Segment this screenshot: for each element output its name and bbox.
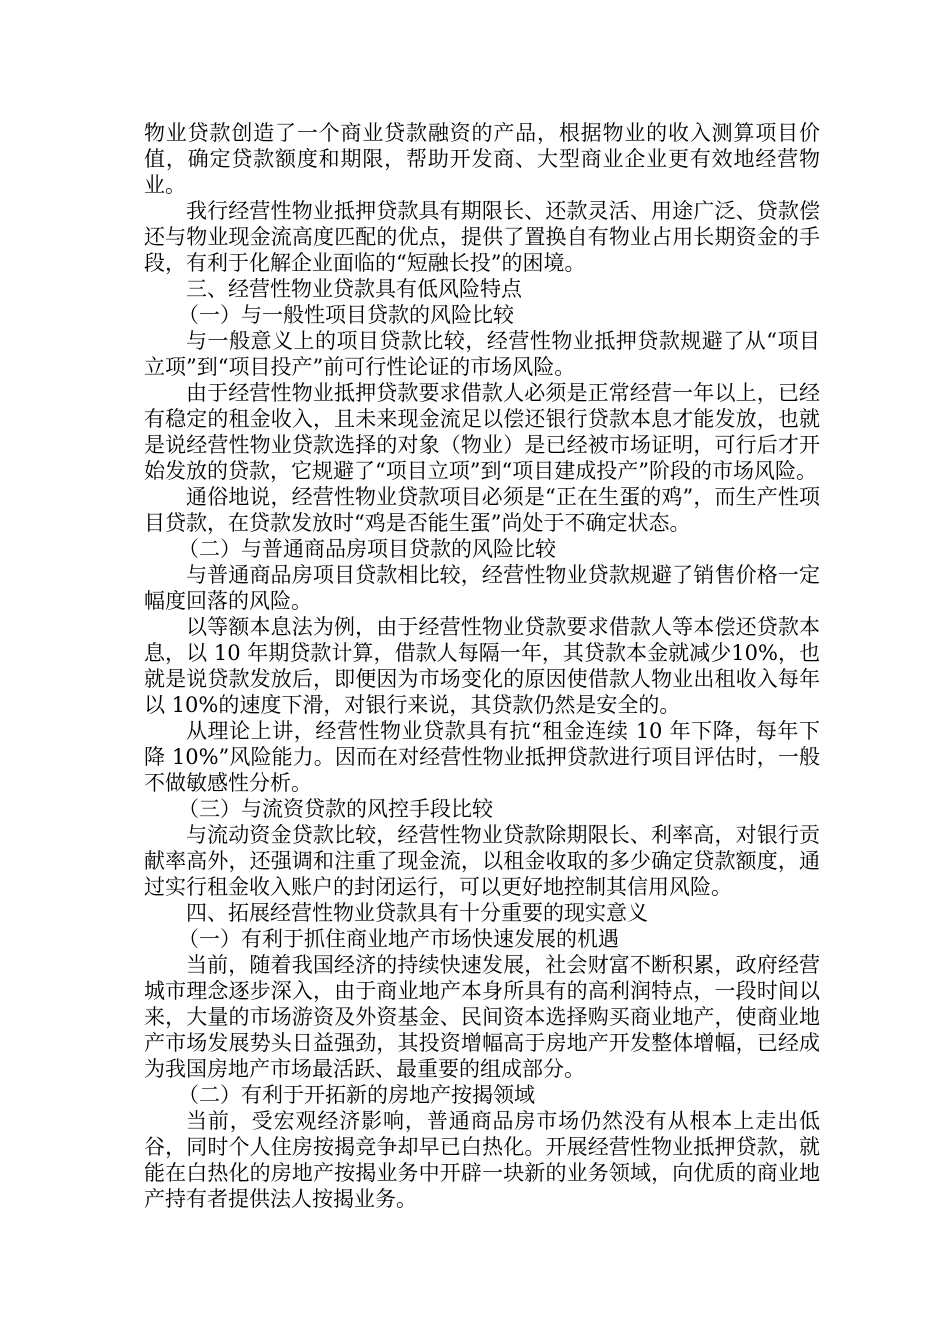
- paragraph: 从理论上讲，经营性物业贷款具有抗“租金连续 10 年下降，每年下降 10%”风险能力。因而在对经营性物业抵押贷款进行项目评估时，一般不做敏感性分析。: [144, 719, 820, 795]
- paragraph: 与一般意义上的项目贷款比较，经营性物业抵押贷款规避了从“项目立项”到“项目投产”前可行性论证的市场风险。: [144, 329, 820, 379]
- paragraph: 当前，受宏观经济影响，普通商品房市场仍然没有从根本上走出低谷，同时个人住房按揭竞争却早已白热化。开展经营性物业抵押贷款，就能在白热化的房地产按揭业务中开辟一块新的业务领域，向优质的商业地产持有者提供法人按揭业务。: [144, 1109, 820, 1211]
- section-heading: 三、经营性物业贷款具有低风险特点: [186, 277, 522, 301]
- subsection-heading: （二）有利于开拓新的房地产按揭领域: [178, 1083, 535, 1107]
- paragraph: 与普通商品房项目贷款相比较，经营性物业贷款规避了销售价格一定幅度回落的风险。: [144, 563, 820, 613]
- subsection-heading: （一）与一般性项目贷款的风险比较: [178, 303, 514, 327]
- paragraph: 以等额本息法为例，由于经营性物业贷款要求借款人等本偿还贷款本息，以 10 年期贷款计算，借款人每隔一年，其贷款本金就减少10%，也就是说贷款发放后，即便因为市场变化的原因使借款人物业出租收入每年以 10%的速度下滑，对银行来说，其贷款仍然是安全的。: [144, 615, 820, 717]
- paragraph: 由于经营性物业抵押贷款要求借款人必须是正常经营一年以上，已经有稳定的租金收入，且未来现金流足以偿还银行贷款本息才能发放，也就是说经营性物业贷款选择的对象（物业）是已经被市场证明，可行后才开始发放的贷款，它规避了“项目立项”到“项目建成投产”阶段的市场风险。: [144, 381, 820, 483]
- paragraph: 我行经营性物业抵押贷款具有期限长、还款灵活、用途广泛、贷款偿还与物业现金流高度匹配的优点，提供了置换自有物业占用长期资金的手段，有利于化解企业面临的“短融长投”的困境。: [144, 199, 820, 275]
- paragraph: 通俗地说，经营性物业贷款项目必须是“正在生蛋的鸡”，而生产性项目贷款，在贷款发放时“鸡是否能生蛋”尚处于不确定状态。: [144, 485, 820, 535]
- subsection-heading: （二）与普通商品房项目贷款的风险比较: [178, 537, 556, 561]
- subsection-heading: （一）有利于抓住商业地产市场快速发展的机遇: [178, 927, 619, 951]
- paragraph: 物业贷款创造了一个商业贷款融资的产品，根据物业的收入测算项目价值，确定贷款额度和期限，帮助开发商、大型商业企业更有效地经营物业。: [144, 121, 820, 197]
- section-heading: 四、拓展经营性物业贷款具有十分重要的现实意义: [186, 901, 648, 925]
- paragraph: 与流动资金贷款比较，经营性物业贷款除期限长、利率高，对银行贡献率高外，还强调和注重了现金流，以租金收取的多少确定贷款额度，通过实行租金收入账户的封闭运行，可以更好地控制其信用风险。: [144, 823, 820, 899]
- paragraph: 当前，随着我国经济的持续快速发展，社会财富不断积累，政府经营城市理念逐步深入，由于商业地产本身所具有的高利润特点，一段时间以来，大量的市场游资及外资基金、民间资本选择购买商业地产，使商业地产市场发展势头日益强劲，其投资增幅高于房地产开发整体增幅，已经成为我国房地产市场最活跃、最重要的组成部分。: [144, 953, 820, 1081]
- document-page: [144, 120, 820, 1212]
- subsection-heading: （三）与流资贷款的风控手段比较: [178, 797, 493, 821]
